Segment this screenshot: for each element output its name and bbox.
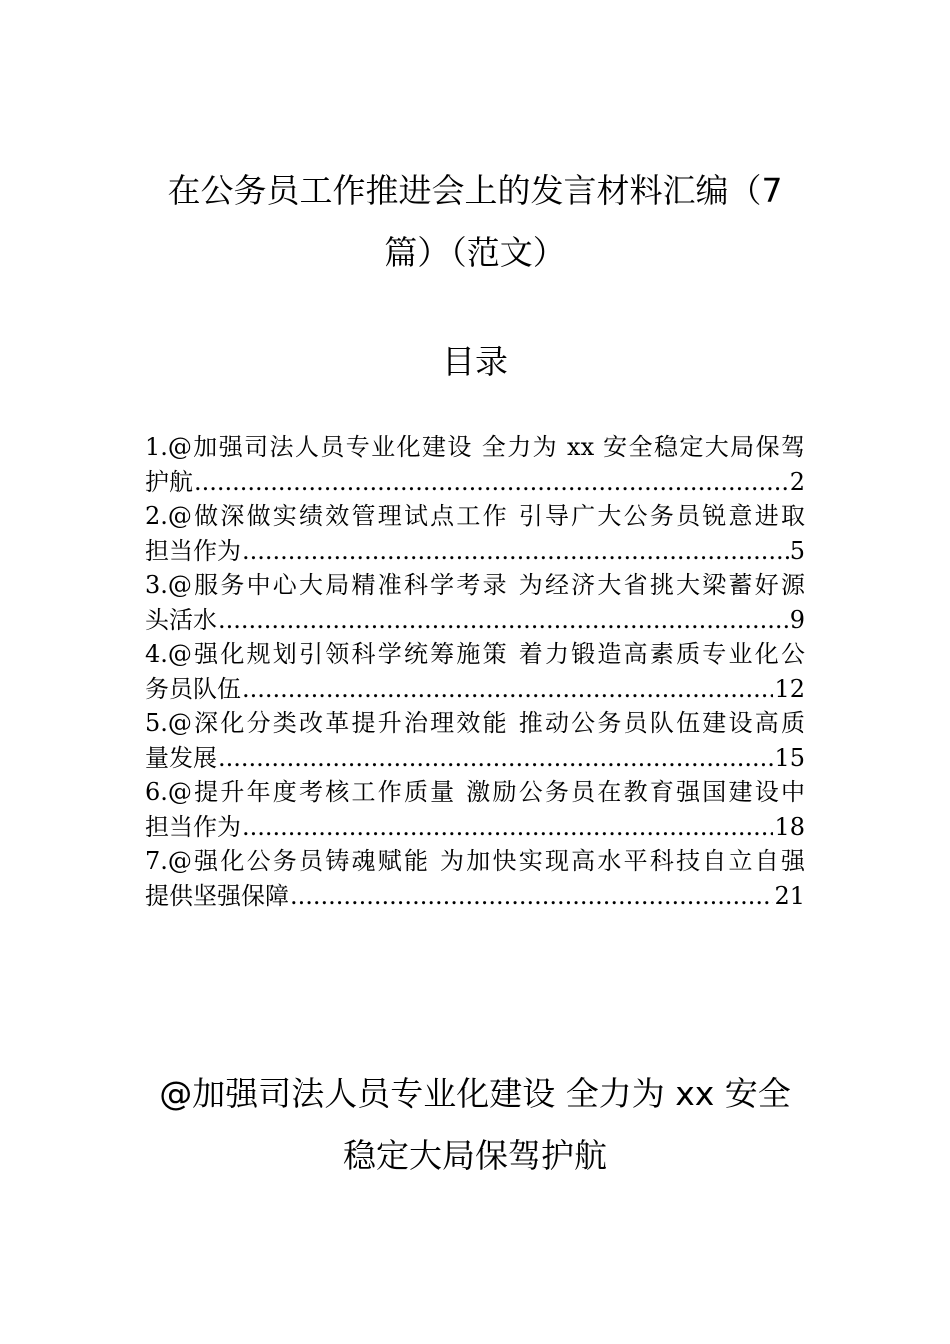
toc-entry-title: 7.@强化公务员铸魂赋能 为加快实现高水平科技自立自强 bbox=[145, 847, 805, 875]
toc-entry-line2 bbox=[145, 879, 805, 914]
toc-entry-title: 3.@服务中心大局精准科学考录 为经济大省挑大梁蓄好源 bbox=[145, 571, 805, 599]
toc-leader-dots bbox=[218, 603, 789, 638]
table-of-contents bbox=[145, 430, 805, 913]
toc-page-number: 15 bbox=[774, 743, 805, 772]
toc-entry-title-continued: 务员队伍 bbox=[145, 674, 241, 703]
toc-entry-title-continued: 量发展 bbox=[145, 743, 217, 772]
toc-leader-dots bbox=[242, 534, 789, 569]
toc-entry-title-continued: 担当作为 bbox=[145, 812, 241, 841]
toc-entry-line2 bbox=[145, 672, 805, 707]
toc-leader-dots bbox=[290, 879, 773, 914]
section-title-line-2: 稳定大局保驾护航 bbox=[343, 1136, 607, 1175]
toc-entry-line2 bbox=[145, 810, 805, 845]
document-title bbox=[145, 160, 805, 284]
toc-heading: 目录 bbox=[442, 342, 508, 381]
toc-entry-5[interactable] bbox=[145, 706, 805, 775]
toc-entry-title-continued: 担当作为 bbox=[145, 536, 241, 565]
toc-leader-dots bbox=[218, 741, 773, 776]
toc-page-number: 21 bbox=[774, 881, 805, 910]
toc-entry-title-continued: 提供坚强保障 bbox=[145, 881, 289, 910]
section-title-line-1: @加强司法人员专业化建设 全力为 xx 安全 bbox=[159, 1074, 791, 1113]
toc-leader-dots bbox=[194, 465, 789, 500]
section-title bbox=[145, 1063, 805, 1187]
document-title-line-2: 篇）（范文） bbox=[384, 233, 566, 272]
toc-entry-line2 bbox=[145, 741, 805, 776]
toc-leader-dots bbox=[242, 672, 773, 707]
toc-entry-title-continued: 护航 bbox=[145, 467, 193, 496]
toc-entry-7[interactable] bbox=[145, 844, 805, 913]
toc-entry-line2 bbox=[145, 534, 805, 569]
toc-entry-4[interactable] bbox=[145, 637, 805, 706]
toc-page-number: 9 bbox=[789, 605, 805, 634]
toc-entry-title: 2.@做深做实绩效管理试点工作 引导广大公务员锐意进取 bbox=[145, 502, 805, 530]
toc-entry-title: 6.@提升年度考核工作质量 激励公务员在教育强国建设中 bbox=[145, 778, 805, 806]
toc-entry-2[interactable] bbox=[145, 499, 805, 568]
toc-entry-title-continued: 头活水 bbox=[145, 605, 217, 634]
toc-page-number: 12 bbox=[774, 674, 805, 703]
toc-entry-6[interactable] bbox=[145, 775, 805, 844]
toc-entry-line2 bbox=[145, 465, 805, 500]
toc-entry-1[interactable] bbox=[145, 430, 805, 499]
toc-page-number: 18 bbox=[774, 812, 805, 841]
toc-page-number: 5 bbox=[789, 536, 805, 565]
toc-entry-title: 4.@强化规划引领科学统筹施策 着力锻造高素质专业化公 bbox=[145, 640, 805, 668]
document-title-line-1: 在公务员工作推进会上的发言材料汇编（7 bbox=[167, 171, 783, 210]
toc-leader-dots bbox=[242, 810, 773, 845]
toc-entry-line2 bbox=[145, 603, 805, 638]
toc-entry-3[interactable] bbox=[145, 568, 805, 637]
toc-entry-title: 1.@加强司法人员专业化建设 全力为 xx 安全稳定大局保驾 bbox=[145, 433, 805, 461]
toc-page-number: 2 bbox=[789, 467, 805, 496]
toc-entry-title: 5.@深化分类改革提升治理效能 推动公务员队伍建设高质 bbox=[145, 709, 805, 737]
